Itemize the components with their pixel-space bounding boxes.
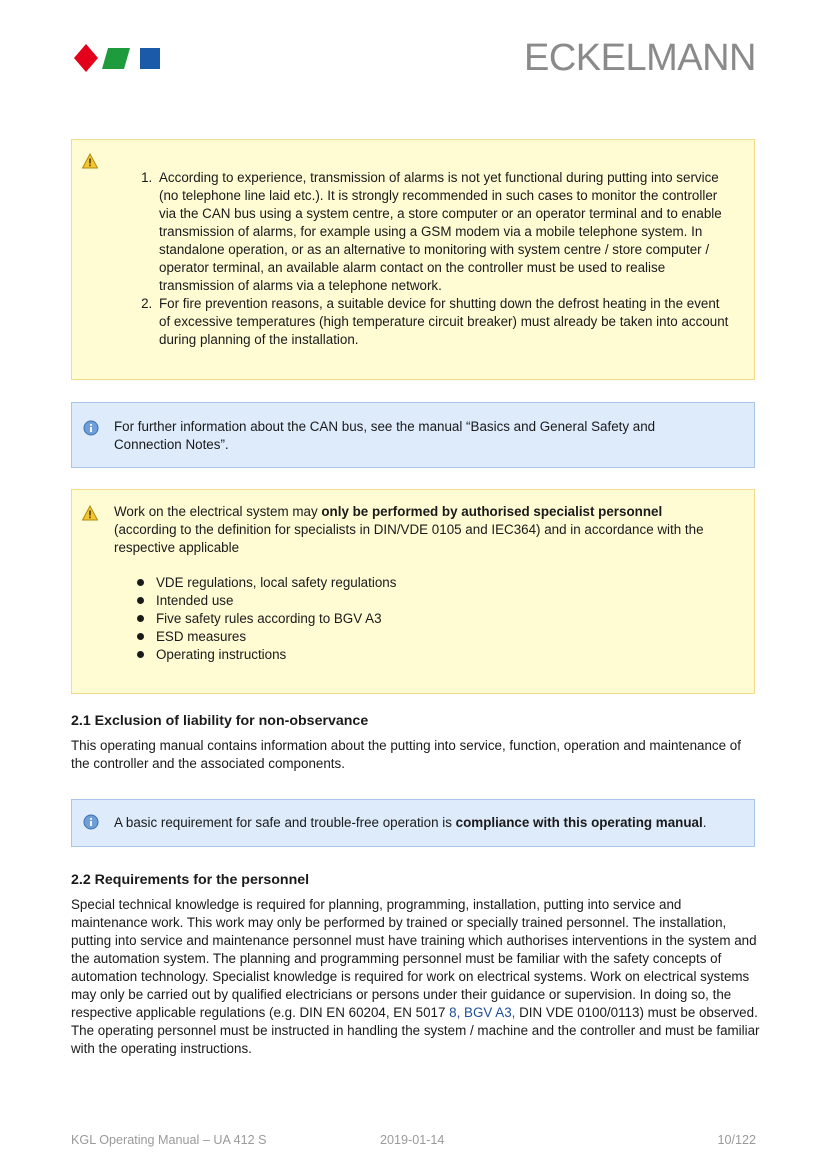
warning-box-alarms — [71, 139, 755, 380]
warning-text-electrical — [114, 503, 724, 557]
section-text-2-1: This operating manual contains information about the putting into service, function, operation and maintenance of the controller and the associated components. — [71, 738, 741, 771]
section-heading-2-2: 2.2 Requirements for the personnel — [71, 872, 310, 888]
section-text-pre: Special technical knowledge is required for planning, programming, installation, putting into service and maintenance work. This work may only be performed by trained or specially trained personnel. The installation, putting into service and maintenance personnel must have training which authorises interventions in the system and the automation system. The planning and programming personnel must be familiar with the safety concepts of automation technology. Specialist knowledge is required for work on electrical systems. Work on electrical systems may only be carried out by qualified electricians or persons under their guidance or supervision. In doing so, the respective applicable regulations (e.g. DIN EN 60204, EN 5017 — [71, 897, 757, 1020]
regulation-link[interactable]: 8, BGV A3, — [449, 1005, 516, 1020]
warning-item-alarm-transmission: 1. According to experience, transmission of alarms is not yet functional during putting into service (no telephone line laid etc.). It is strongly recommended in such cases to monitor the controller via the CAN bus using a system centre, a store computer or an operator terminal and to enable transmission of alarms, for example using a GSM modem via a mobile telephone system. In standalone operation, or as an alternative to monitoring with system centre / store computer / operator terminal, an available alarm contact on the controller must be used to realise transmission of alarms via a telephone network. — [156, 169, 734, 295]
list-item: Intended use — [156, 592, 396, 610]
warning-box-electrical — [71, 489, 755, 694]
info-text-compliance — [114, 814, 724, 832]
regulations-list — [156, 574, 396, 664]
footer-date: 2019-01-14 — [380, 1133, 445, 1147]
warning-text-pre: Work on the electrical system may — [114, 504, 322, 519]
warning-icon — [82, 153, 98, 169]
logo-red-diamond — [74, 44, 98, 72]
warning-item-fire-prevention: 2. For fire prevention reasons, a suitable device for shutting down the defrost heating in the event of excessive temperatures (high temperature circuit breaker) must already be taken into account during planning of the installation. — [156, 295, 734, 349]
section-text-2-2 — [71, 896, 761, 1058]
warning-text-bold: only be performed by authorised specialist personnel — [321, 504, 663, 519]
section-text-post: DIN VDE 0100/0113) must be observed. The operating personnel must be instructed in handling the system / machine and the controller and must be familiar with the operating instructions. — [71, 1005, 760, 1056]
info-text-pre: A basic requirement for safe and trouble-free operation is — [114, 815, 456, 830]
info-icon — [83, 420, 99, 436]
logo-green-parallelogram — [102, 48, 130, 69]
info-icon — [83, 814, 99, 830]
list-item: ESD measures — [156, 628, 396, 646]
info-text-can-bus: For further information about the CAN bus, see the manual “Basics and General Safety and Connection Notes”. — [114, 419, 656, 452]
footer-page-number: 10/122 — [717, 1133, 756, 1147]
list-item: Five safety rules according to BGV A3 — [156, 610, 396, 628]
list-item: Operating instructions — [156, 646, 396, 664]
brand-name: ECKELMANN — [524, 37, 756, 79]
warning-list — [72, 169, 734, 349]
warning-text-post: (according to the definition for specialists in DIN/VDE 0105 and IEC364) and in accordance with the respective applicable — [114, 522, 704, 555]
info-text-bold: compliance with this operating manual — [455, 815, 703, 830]
info-text-post: . — [702, 815, 707, 830]
info-box-compliance — [71, 799, 755, 847]
list-item: VDE regulations, local safety regulations — [156, 575, 397, 590]
company-logo — [72, 42, 164, 74]
info-box-can-bus — [71, 402, 755, 468]
footer-document-title: KGL Operating Manual – UA 412 S — [71, 1133, 267, 1147]
logo-blue-square — [140, 48, 160, 69]
warning-icon — [82, 505, 98, 521]
section-heading-2-1: 2.1 Exclusion of liability for non-observance — [71, 713, 369, 729]
